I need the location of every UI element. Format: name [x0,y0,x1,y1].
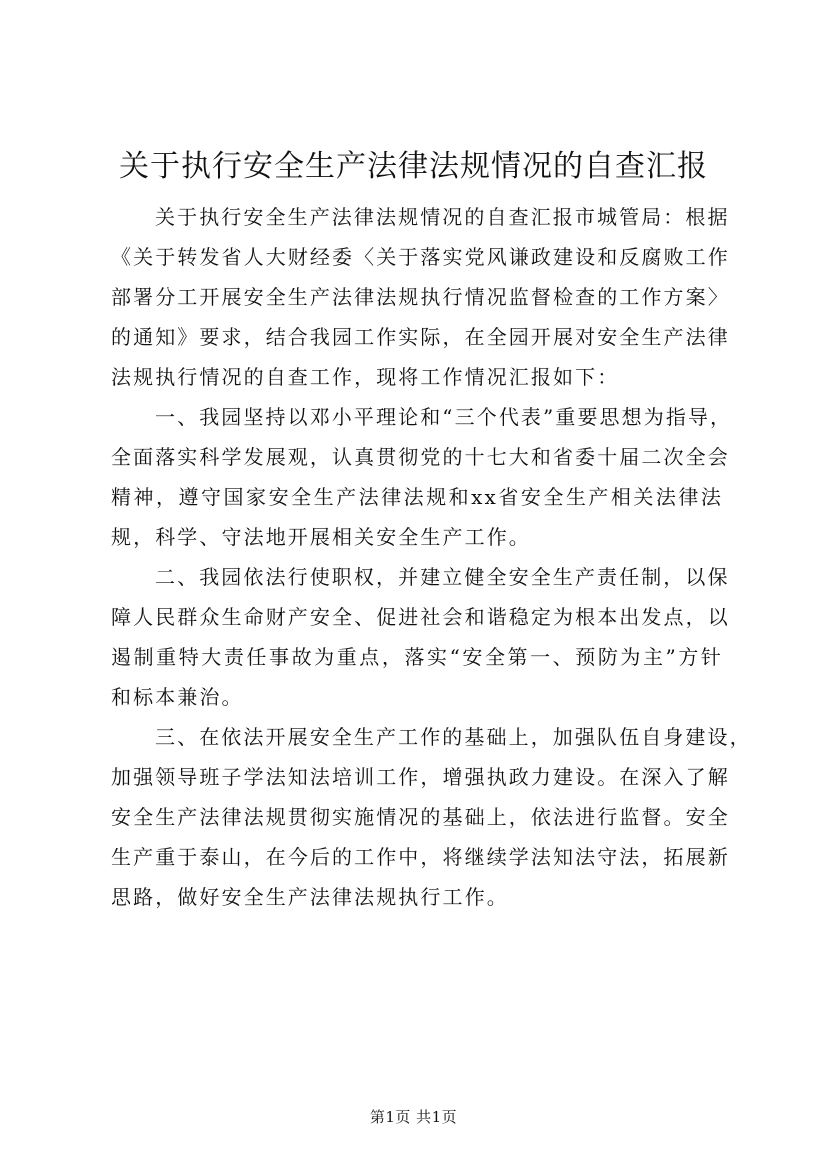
paragraph-point-two [111,557,730,717]
paragraph-line: 加强领导班子学法知法培训工作，增强执政力建设。在深入了解 [111,765,730,789]
paragraph-line: 全面落实科学发展观，认真贯彻党的十七大和省委十届二次全会 [111,445,730,469]
document-body [111,197,752,917]
paragraph-line: 生产重于泰山，在今后的工作中，将继续学法知法守法，拓展新 [111,845,730,869]
paragraph-line: 关于执行安全生产法律法规情况的自查汇报市城管局：根据 [155,205,730,229]
paragraph-point-one [111,397,733,557]
paragraph-line: 三、在依法开展安全生产工作的基础上，加强队伍自身建设， [155,725,752,749]
paragraph-line: 安全生产法律法规贯彻实施情况的基础上，依法进行监督。安全 [111,805,730,829]
paragraph-line: 的通知》要求，结合我园工作实际，在全园开展对安全生产法律 [111,325,730,349]
paragraph-line: 和标本兼治。 [111,685,244,709]
paragraph-point-three [111,717,752,917]
paragraph-line: 《关于转发省人大财经委〈关于落实党风谦政建设和反腐败工作 [111,245,730,269]
page-footer: 第1页 共1页 [369,1108,458,1126]
paragraph-line: 二、我园依法行使职权，并建立健全安全生产责任制，以保 [155,565,730,589]
paragraph-line: 障人民群众生命财产安全、促进社会和谐稳定为根本出发点，以 [111,605,730,629]
paragraph-intro [111,197,730,397]
paragraph-line: 精神，遵守国家安全生产法律法规和xx省安全生产相关法律法 [111,485,723,509]
paragraph-line: 遏制重特大责任事故为重点，落实“安全第一、预防为主”方针 [111,645,723,669]
paragraph-line: 法规执行情况的自查工作，现将工作情况汇报如下： [111,365,620,389]
paragraph-line: 思路，做好安全生产法律法规执行工作。 [111,885,509,909]
paragraph-line: 部署分工开展安全生产法律法规执行情况监督检查的工作方案〉 [111,285,730,309]
paragraph-line: 规，科学、守法地开展相关安全生产工作。 [111,525,531,549]
page-title: 关于执行安全生产法律法规情况的自查汇报 [119,149,708,184]
paragraph-line: 一、我园坚持以邓小平理论和“三个代表”重要思想为指导， [155,405,733,429]
